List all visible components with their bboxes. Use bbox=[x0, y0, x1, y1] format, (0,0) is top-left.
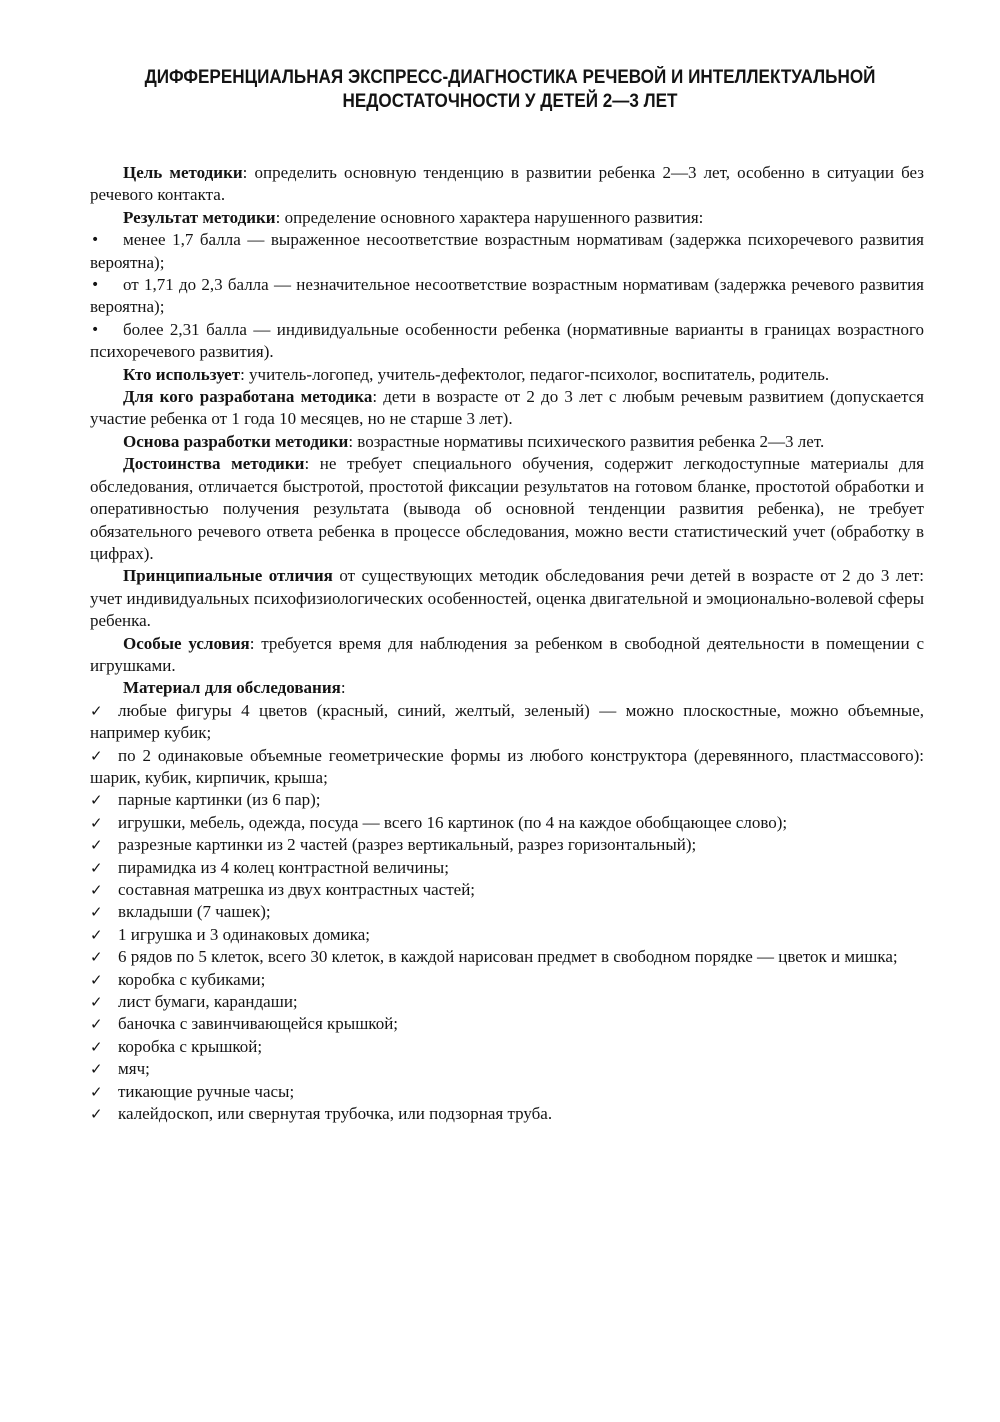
goal-paragraph bbox=[90, 162, 924, 207]
bullet-text: более 2,31 балла — индивидуальные особенности ребенка (нормативные варианты в границах возрастного психоречевого развития). bbox=[90, 319, 924, 362]
materials-label: Материал для обследования bbox=[123, 678, 341, 698]
differences-label: Принципиальные отличия bbox=[123, 566, 333, 586]
document-body bbox=[90, 162, 924, 1125]
materials-item bbox=[90, 969, 924, 991]
materials-item-text: 6 рядов по 5 клеток, всего 30 клеток, в каждой нарисован предмет в свободном порядке — цветок и мишка; bbox=[118, 947, 898, 967]
result-label: Результат методики bbox=[123, 207, 276, 227]
basis-label: Основа разработки методики bbox=[123, 431, 349, 451]
checkmark-icon: ✓ bbox=[90, 948, 103, 967]
goal-text: : определить основную тенденцию в развитии ребенка 2—3 лет, особенно в ситуации без речевого контакта. bbox=[90, 163, 924, 205]
materials-item bbox=[90, 745, 924, 790]
materials-item-text: составная матрешка из двух контрастных частей; bbox=[118, 880, 476, 899]
title-line-2: НЕДОСТАТОЧНОСТИ У ДЕТЕЙ 2—3 ЛЕТ bbox=[342, 91, 678, 112]
for-whom-text: : дети в возрасте от 2 до 3 лет с любым речевым развитием (допускается участие ребенка от 1 года 10 месяцев, но не старше 3 лет). bbox=[90, 387, 924, 429]
materials-text: : bbox=[340, 678, 346, 698]
advantages-text: : не требует специального обучения, содержит легкодоступные материалы для обследования, отличается быстротой, простотой фиксации результатов на готовом бланке, простотой обработки и оперативностью получения результата (вывода об основной тенденции развития ребенка), не требует обязательного речевого ответа ребенка в процессе обследования, можно вести статистический учет (обработку в цифрах). bbox=[90, 454, 925, 563]
checkmark-icon: ✓ bbox=[90, 903, 103, 922]
differences-text: от существующих методик обследования речи детей в возрасте от 2 до 3 лет: учет индивидуальных психофизиологических особенностей, оценка двигательной и эмоционально-волевой сферы ребенка. bbox=[90, 566, 924, 631]
for-whom-label: Для кого разработана методика bbox=[123, 387, 373, 407]
checkmark-icon: ✓ bbox=[90, 858, 103, 877]
materials-item bbox=[90, 1013, 924, 1035]
goal-label: Цель методики bbox=[123, 163, 243, 182]
materials-item-text: коробка с кубиками; bbox=[118, 969, 266, 989]
bullet-marker: • bbox=[91, 277, 100, 294]
materials-item bbox=[90, 789, 924, 811]
materials-item-text: любые фигуры 4 цветов (красный, синий, желтый, зеленый) — можно плоскостные, можно объемные, например кубик; bbox=[90, 700, 924, 743]
result-bullet-2 bbox=[90, 274, 924, 319]
materials-item bbox=[90, 924, 924, 946]
bullet-marker: • bbox=[91, 232, 100, 249]
conditions-label: Особые условия bbox=[123, 633, 250, 653]
title-line-1: ДИФФЕРЕНЦИАЛЬНАЯ ЭКСПРЕСС-ДИАГНОСТИКА РЕЧЕВОЙ И ИНТЕЛЛЕКТУАЛЬНОЙ bbox=[144, 67, 876, 88]
basis-text: : возрастные нормативы психического развития ребенка 2—3 лет. bbox=[348, 431, 825, 451]
materials-item bbox=[90, 812, 924, 834]
materials-item bbox=[90, 991, 924, 1013]
checkmark-icon: ✓ bbox=[90, 1082, 103, 1101]
who-text: : учитель-логопед, учитель-дефектолог, педагог-психолог, воспитатель, родитель. bbox=[240, 364, 830, 384]
checkmark-icon: ✓ bbox=[90, 701, 103, 720]
result-paragraph bbox=[90, 207, 924, 229]
checkmark-icon: ✓ bbox=[90, 925, 103, 944]
checkmark-icon: ✓ bbox=[90, 881, 103, 899]
materials-item-text: коробка с крышкой; bbox=[118, 1036, 263, 1056]
checkmark-icon: ✓ bbox=[90, 813, 103, 832]
checkmark-icon: ✓ bbox=[90, 970, 103, 989]
for-whom-paragraph bbox=[90, 386, 924, 431]
materials-item bbox=[90, 879, 924, 901]
checkmark-icon: ✓ bbox=[90, 993, 103, 1012]
materials-item-text: вкладыши (7 чашек); bbox=[118, 902, 271, 922]
checkmark-icon: ✓ bbox=[90, 1060, 103, 1079]
materials-item-text: лист бумаги, карандаши; bbox=[118, 992, 298, 1012]
materials-item-text: парные картинки (из 6 пар); bbox=[118, 790, 321, 810]
conditions-paragraph bbox=[90, 633, 924, 678]
materials-item bbox=[90, 901, 924, 923]
checkmark-icon: ✓ bbox=[90, 836, 103, 855]
checkmark-icon: ✓ bbox=[90, 1015, 103, 1034]
page-title bbox=[132, 66, 888, 114]
materials-item bbox=[90, 1058, 924, 1080]
differences-paragraph bbox=[90, 565, 924, 632]
materials-item-text: 1 игрушка и 3 одинаковых домика; bbox=[118, 924, 371, 944]
materials-item bbox=[90, 834, 924, 856]
who-label: Кто использует bbox=[123, 364, 241, 384]
materials-item bbox=[90, 1081, 924, 1103]
materials-item-text: калейдоскоп, или свернутая трубочка, или подзорная труба. bbox=[118, 1104, 553, 1124]
bullet-marker: • bbox=[91, 321, 100, 338]
checkmark-icon: ✓ bbox=[90, 1105, 103, 1124]
materials-item-text: баночка с завинчивающейся крышкой; bbox=[118, 1014, 399, 1034]
materials-paragraph bbox=[90, 677, 924, 699]
result-bullet-3 bbox=[90, 319, 924, 364]
conditions-text: : требуется время для наблюдения за ребенком в свободной деятельности в помещении с игрушками. bbox=[90, 633, 924, 675]
result-text: : определение основного характера нарушенного развития: bbox=[275, 207, 704, 227]
advantages-paragraph bbox=[90, 453, 924, 565]
materials-item-text: по 2 одинаковые объемные геометрические формы из любого конструктора (деревянного, пластмассового): шарик, кубик, кирпичик, крыша; bbox=[90, 745, 924, 787]
checkmark-icon: ✓ bbox=[90, 791, 103, 810]
who-paragraph bbox=[90, 364, 924, 386]
materials-item-text: тикающие ручные часы; bbox=[118, 1081, 295, 1101]
bullet-text: менее 1,7 балла — выраженное несоответствие возрастным нормативам (задержка психоречевого развития вероятна); bbox=[90, 230, 924, 272]
materials-item bbox=[90, 946, 924, 968]
basis-paragraph bbox=[90, 431, 924, 453]
materials-list bbox=[90, 700, 924, 1126]
materials-item bbox=[90, 1036, 924, 1058]
result-bullet-1 bbox=[90, 229, 924, 274]
materials-item-text: мяч; bbox=[118, 1059, 150, 1079]
materials-item bbox=[90, 700, 924, 745]
materials-item-text: разрезные картинки из 2 частей (разрез вертикальный, разрез горизонтальный); bbox=[118, 835, 697, 855]
materials-item-text: игрушки, мебель, одежда, посуда — всего 16 картинок (по 4 на каждое обобщающее слово); bbox=[118, 812, 788, 832]
bullet-text: от 1,71 до 2,3 балла — незначительное несоответствие возрастным нормативам (задержка речевого развития вероятна); bbox=[90, 275, 924, 317]
materials-item bbox=[90, 1103, 924, 1125]
checkmark-icon: ✓ bbox=[90, 746, 103, 765]
materials-item-text: пирамидка из 4 колец контрастной величины; bbox=[118, 857, 449, 877]
checkmark-icon: ✓ bbox=[90, 1037, 103, 1056]
materials-item bbox=[90, 857, 924, 879]
advantages-label: Достоинства методики bbox=[123, 454, 305, 474]
